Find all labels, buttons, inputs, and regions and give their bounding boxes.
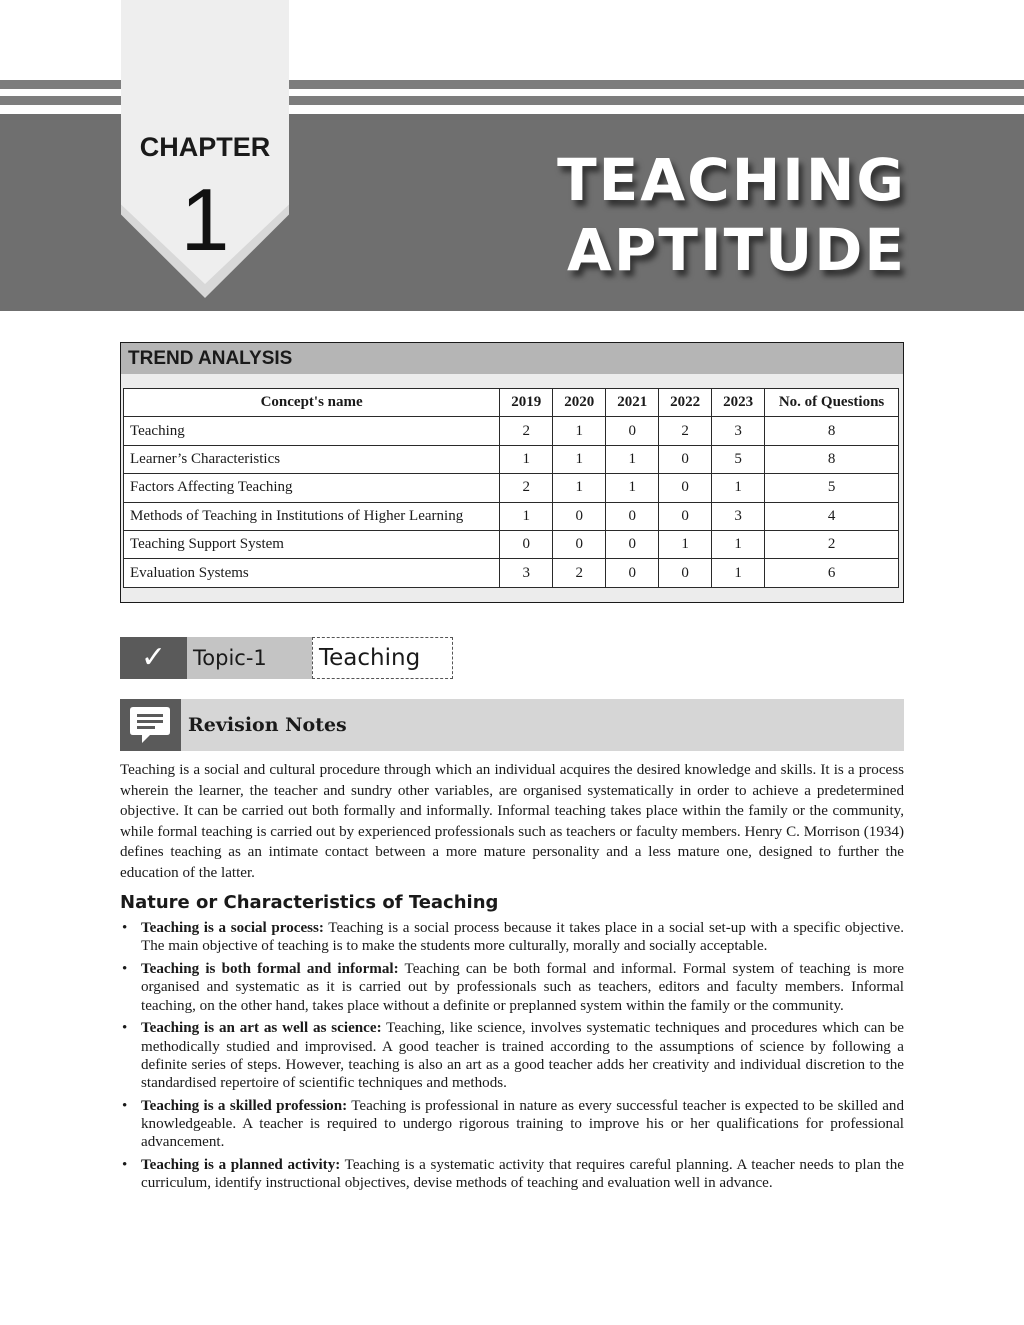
chapter-title-line-1: TEACHING: [557, 146, 906, 214]
bullet-icon: •: [122, 1020, 128, 1037]
revision-notes-heading: Revision Notes: [181, 699, 904, 751]
table-cell: 1: [659, 530, 712, 558]
table-cell: 4: [765, 502, 899, 530]
table-cell: 1: [712, 559, 765, 587]
table-cell: 2: [500, 474, 553, 502]
column-header-2021: 2021: [606, 389, 659, 417]
table-row: [124, 474, 899, 502]
table-cell: 0: [659, 502, 712, 530]
table-row: [124, 530, 899, 558]
table-cell: 6: [765, 559, 899, 587]
bullet-text: Teaching is professional in nature as every successful teacher is expected to be skilled and knowledgeable. A teacher is required to undergo rigorous training to improve his or her qualifications for professional advancement.: [141, 1097, 904, 1151]
table-cell: Factors Affecting Teaching: [124, 474, 500, 502]
table-cell: 3: [500, 559, 553, 587]
table-cell: 2: [659, 417, 712, 445]
table-cell: 3: [712, 502, 765, 530]
characteristics-list: [120, 919, 904, 1197]
table-cell: 2: [765, 530, 899, 558]
table-cell: 0: [606, 559, 659, 587]
bullet-term: Teaching is an art as well as science:: [141, 1020, 382, 1037]
table-cell: 0: [606, 417, 659, 445]
topic-label: Topic-1: [187, 637, 312, 679]
table-cell: 8: [765, 445, 899, 473]
section-heading: Nature or Characteristics of Teaching: [120, 892, 499, 913]
table-cell: 0: [606, 530, 659, 558]
table-cell: 0: [659, 559, 712, 587]
table-cell: 0: [553, 502, 606, 530]
chapter-title-line-2: APTITUDE: [567, 216, 906, 284]
table-cell: 5: [712, 445, 765, 473]
topic-name: Teaching: [312, 637, 453, 679]
intro-paragraph: Teaching is a social and cultural procedure through which an individual acquires the desired knowledge and skills. It is a process wherein the learner, the teacher and sundry other variables, are organised systematically in order to achieve a predetermined objective. It can be carried out both formally and informally. Informal teaching takes place within the family or the community, while formal teaching is carried out by experienced professionals such as teachers or faculty members. Henry C. Morrison (1934) defines teaching as an intimate contact between a more mature personality and a less mature one, designed to further the education of the latter.: [120, 762, 904, 881]
bullet-term: Teaching is both formal and informal:: [141, 961, 399, 978]
bullet-icon: •: [122, 1157, 128, 1174]
column-header-2022: 2022: [659, 389, 712, 417]
table-cell: 1: [606, 474, 659, 502]
table-cell: 3: [712, 417, 765, 445]
table-cell: 1: [553, 445, 606, 473]
bullet-text: Teaching can be both formal and informal. Formal system of teaching is more organised and systematic as it is carried out by professionals such as teachers, editors and faculty members. Informal teaching, on the other hand, takes place without a definite or preplanned system within the family or the community.: [141, 961, 904, 1014]
bullet-text: Teaching is a social process because it takes place in a social set-up with a specific objective. The main objective of teaching is to make the students more culturally, morally and socially acceptable.: [141, 920, 904, 955]
bullet-icon: •: [122, 961, 128, 978]
column-header-2019: 2019: [500, 389, 553, 417]
table-cell: 8: [765, 417, 899, 445]
bullet-text: Teaching, like science, involves systematic techniques and procedures which can be methodically studied and improvised. A good teacher is trained according to the assumptions of science by following a definite series of steps. However, teaching is also an art as a good teacher adds her creativity and individual discretion to the standardised repertoire of scientific techniques and methods.: [141, 1020, 904, 1091]
table-cell: 1: [553, 417, 606, 445]
table-cell: 1: [553, 474, 606, 502]
bullet-text: Teaching is a systematic activity that requires careful planning. A teacher needs to plan the curriculum, identify instructional objectives, devise methods of teaching and evaluation well in advance.: [141, 1157, 904, 1192]
table-row: [124, 445, 899, 473]
list-item: [120, 960, 904, 1015]
table-cell: 0: [659, 445, 712, 473]
table-cell: 1: [712, 474, 765, 502]
column-header-2023: 2023: [712, 389, 765, 417]
table-row: [124, 559, 899, 587]
table-header-row: [124, 389, 899, 417]
list-item: [120, 1156, 904, 1192]
table-cell: Methods of Teaching in Institutions of Higher Learning: [124, 502, 500, 530]
table-cell: 2: [500, 417, 553, 445]
list-item: [120, 1019, 904, 1092]
bullet-term: Teaching is a skilled profession:: [141, 1097, 348, 1114]
speech-bubble-icon: [120, 699, 181, 751]
table-cell: 2: [553, 559, 606, 587]
table-cell: 0: [659, 474, 712, 502]
table-cell: 0: [500, 530, 553, 558]
trend-analysis-table: [123, 388, 899, 588]
table-cell: Evaluation Systems: [124, 559, 500, 587]
bullet-icon: •: [122, 920, 128, 936]
table-cell: Teaching Support System: [124, 530, 500, 558]
checkmark-icon: ✓: [120, 637, 187, 679]
table-cell: 1: [606, 445, 659, 473]
bullet-icon: •: [122, 1097, 128, 1114]
trend-analysis-heading: TREND ANALYSIS: [121, 343, 903, 374]
table-cell: 1: [500, 445, 553, 473]
column-header-2020: 2020: [553, 389, 606, 417]
column-header-questions: No. of Questions: [765, 389, 899, 417]
bullet-term: Teaching is a planned activity:: [141, 1157, 341, 1174]
list-item: [120, 919, 904, 955]
table-cell: Teaching: [124, 417, 500, 445]
chapter-number: 1: [180, 170, 230, 269]
chapter-label: CHAPTER: [139, 132, 271, 162]
table-cell: 5: [765, 474, 899, 502]
table-cell: 1: [500, 502, 553, 530]
column-header-concept: Concept's name: [124, 389, 500, 417]
table-cell: 0: [553, 530, 606, 558]
trend-analysis-box: [120, 342, 904, 603]
table-row: [124, 502, 899, 530]
list-item: [120, 1097, 904, 1152]
table-cell: 1: [712, 530, 765, 558]
table-row: [124, 417, 899, 445]
chapter-title: [557, 145, 906, 285]
table-cell: 0: [606, 502, 659, 530]
bullet-term: Teaching is a social process:: [141, 920, 324, 936]
table-cell: Learner’s Characteristics: [124, 445, 500, 473]
